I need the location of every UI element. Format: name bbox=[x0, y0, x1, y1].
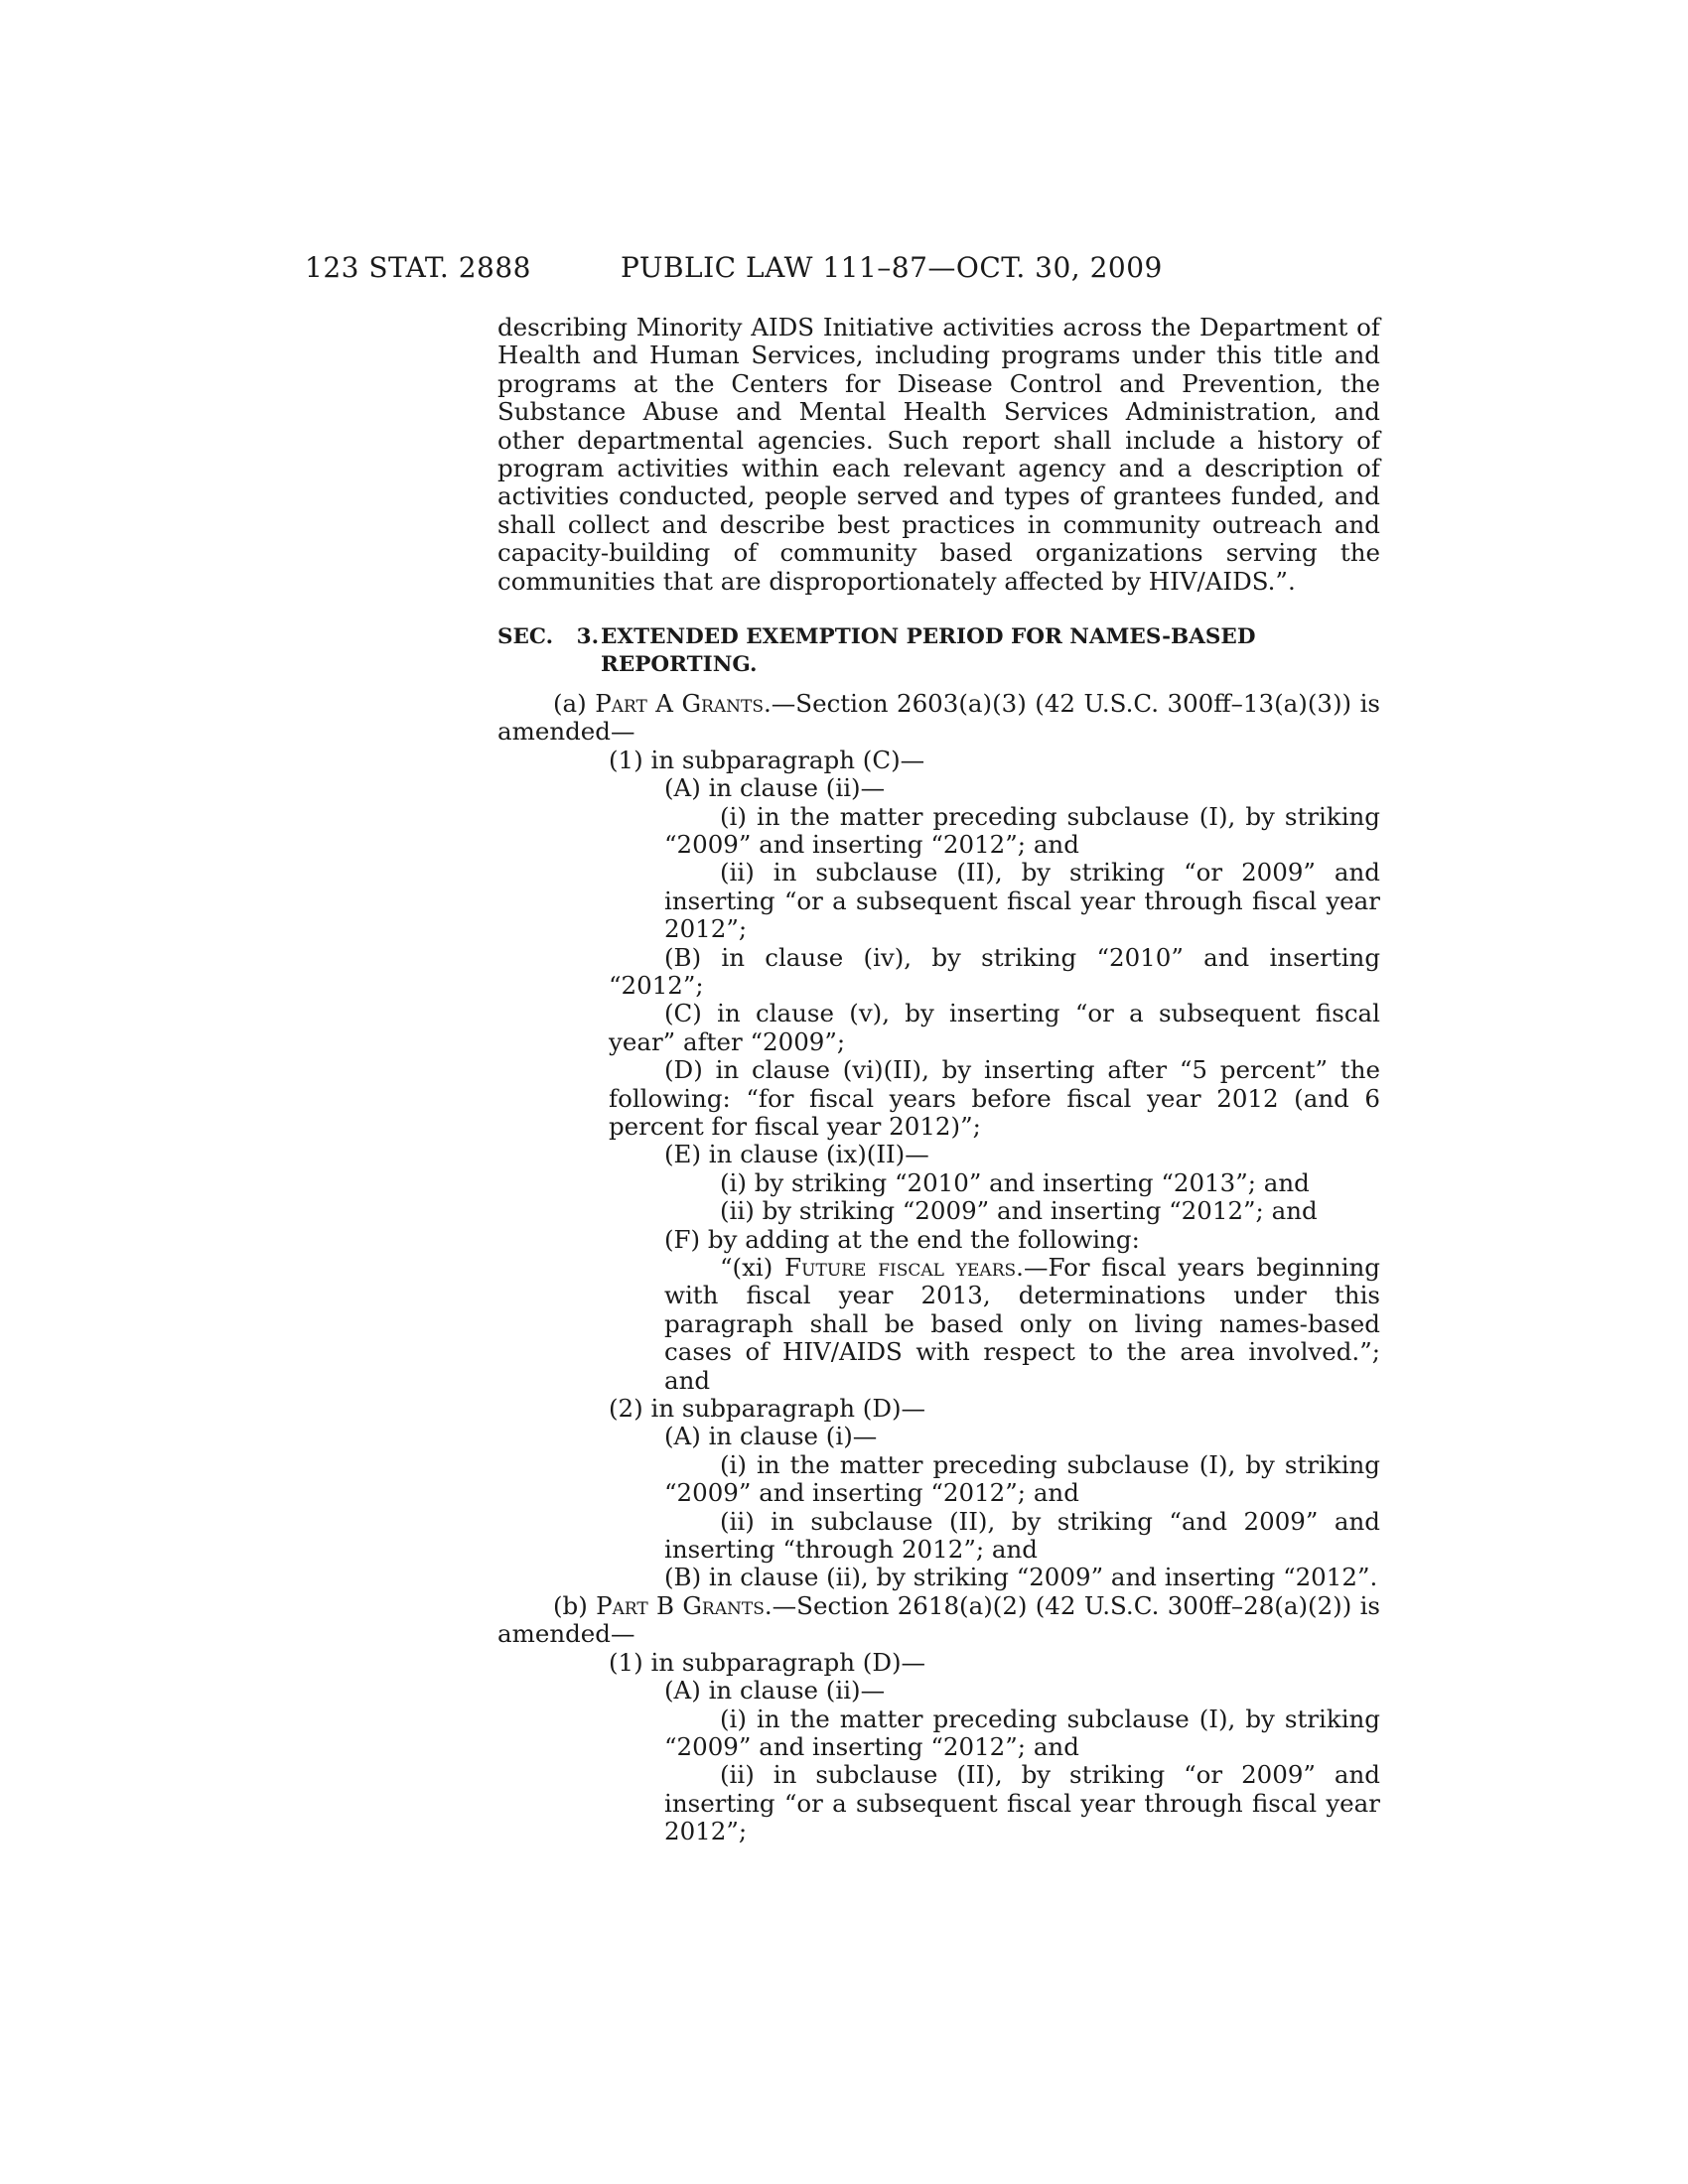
intro-paragraph: describing Minority AIDS Initiative activities across the Department of Health and Human Services, including programs under this title and programs at the Centers for Disease Control and Prevention, the Substance Abuse and Mental Health Services Administration, and other departmental agencies. Such report shall include a history of program activities within each relevant agency and a description of activities conducted, people served and types of grantees funded, and shall collect and describe best practices in community outreach and capacity-building of community based organizations serving the communities that are disproportionately affected by HIV/AIDS.”. bbox=[497, 313, 1380, 596]
clause-xi-prefix: “(xi) bbox=[720, 1253, 785, 1282]
list-item: (C) in clause (v), by inserting “or a subsequent fiscal year” after “2009”; bbox=[609, 999, 1380, 1056]
public-law-title: PUBLIC LAW 111–87—OCT. 30, 2009 bbox=[621, 251, 1163, 284]
statute-page-number: 123 STAT. 2888 bbox=[305, 251, 531, 284]
list-item: (B) in clause (iv), by striking “2010” and inserting “2012”; bbox=[609, 942, 1380, 1000]
list-item: (ii) in subclause (II), by striking “and 2009” and inserting “through 2012”; and bbox=[664, 1506, 1380, 1565]
list-item: (F) by adding at the end the following: bbox=[664, 1224, 1140, 1254]
document-body bbox=[497, 314, 1380, 1846]
list-item: (ii) in subclause (II), by striking “or 2009” and inserting “or a subsequent fiscal year through fiscal year 2012”; bbox=[664, 858, 1380, 944]
list-item: (i) in the matter preceding subclause (I), by striking “2009” and inserting “2012”; and bbox=[664, 1704, 1380, 1761]
list-item: (ii) in subclause (II), by striking “or 2009” and inserting “or a subsequent fiscal year through fiscal year 2012”; bbox=[664, 1760, 1380, 1846]
subsection-b-prefix: (b) bbox=[553, 1590, 597, 1620]
list-item: (D) in clause (vi)(II), by inserting after “5 percent” the following: “for fiscal years before fiscal year 2012 (and 6 percent for fiscal year 2012)”; bbox=[609, 1055, 1380, 1141]
clause-xi bbox=[497, 1254, 1380, 1395]
list-item: (E) in clause (ix)(II)— bbox=[664, 1140, 929, 1169]
list-item: (A) in clause (ii)— bbox=[664, 773, 886, 803]
section-title: EXTENDED EXEMPTION PERIOD FOR NAMES-BASED REPORTING. bbox=[601, 624, 1256, 678]
list-item: (ii) by striking “2009” and inserting “2012”; and bbox=[720, 1196, 1318, 1226]
list-item: (i) in the matter preceding subclause (I), by striking “2009” and inserting “2012”; and bbox=[664, 1449, 1380, 1508]
list-item: (1) in subparagraph (D)— bbox=[609, 1647, 926, 1677]
running-header bbox=[305, 248, 1380, 288]
section-number: SEC. 3. bbox=[497, 624, 600, 650]
subsection-a-prefix: (a) bbox=[553, 688, 596, 718]
section-heading bbox=[497, 623, 1380, 680]
list-item: (A) in clause (ii)— bbox=[664, 1676, 886, 1706]
list-item: (A) in clause (i)— bbox=[664, 1422, 878, 1451]
subsection-a-heading: Part A Grants bbox=[595, 688, 764, 718]
clause-xi-text: .—For fiscal years beginning with fiscal year 2013, determinations under this paragraph shall be based only on living names-based cases of HIV/AIDS with respect to the area involved.”; and bbox=[664, 1253, 1380, 1395]
list-item: (i) in the matter preceding subclause (I), by striking “2009” and inserting “2012”; and bbox=[664, 801, 1380, 859]
subsection-b-heading: Part B Grants bbox=[596, 1590, 765, 1620]
subsection-a-text: .—Section 2603(a)(3) (42 U.S.C. 300ff–13(a)(3)) is amended— bbox=[497, 688, 1380, 747]
list-item: (1) in subparagraph (C)— bbox=[609, 745, 925, 774]
subsection-b bbox=[497, 1592, 1380, 1649]
list-item: (B) in clause (ii), by striking “2009” and inserting “2012”. bbox=[664, 1563, 1378, 1592]
list-item: (i) by striking “2010” and inserting “2013”; and bbox=[720, 1167, 1310, 1197]
clause-xi-heading: Future fiscal years bbox=[784, 1253, 1017, 1282]
list-item: (2) in subparagraph (D)— bbox=[609, 1394, 926, 1424]
subsection-b-text: .—Section 2618(a)(2) (42 U.S.C. 300ff–28(a)(2)) is amended— bbox=[497, 1590, 1380, 1649]
subsection-a bbox=[497, 690, 1380, 747]
